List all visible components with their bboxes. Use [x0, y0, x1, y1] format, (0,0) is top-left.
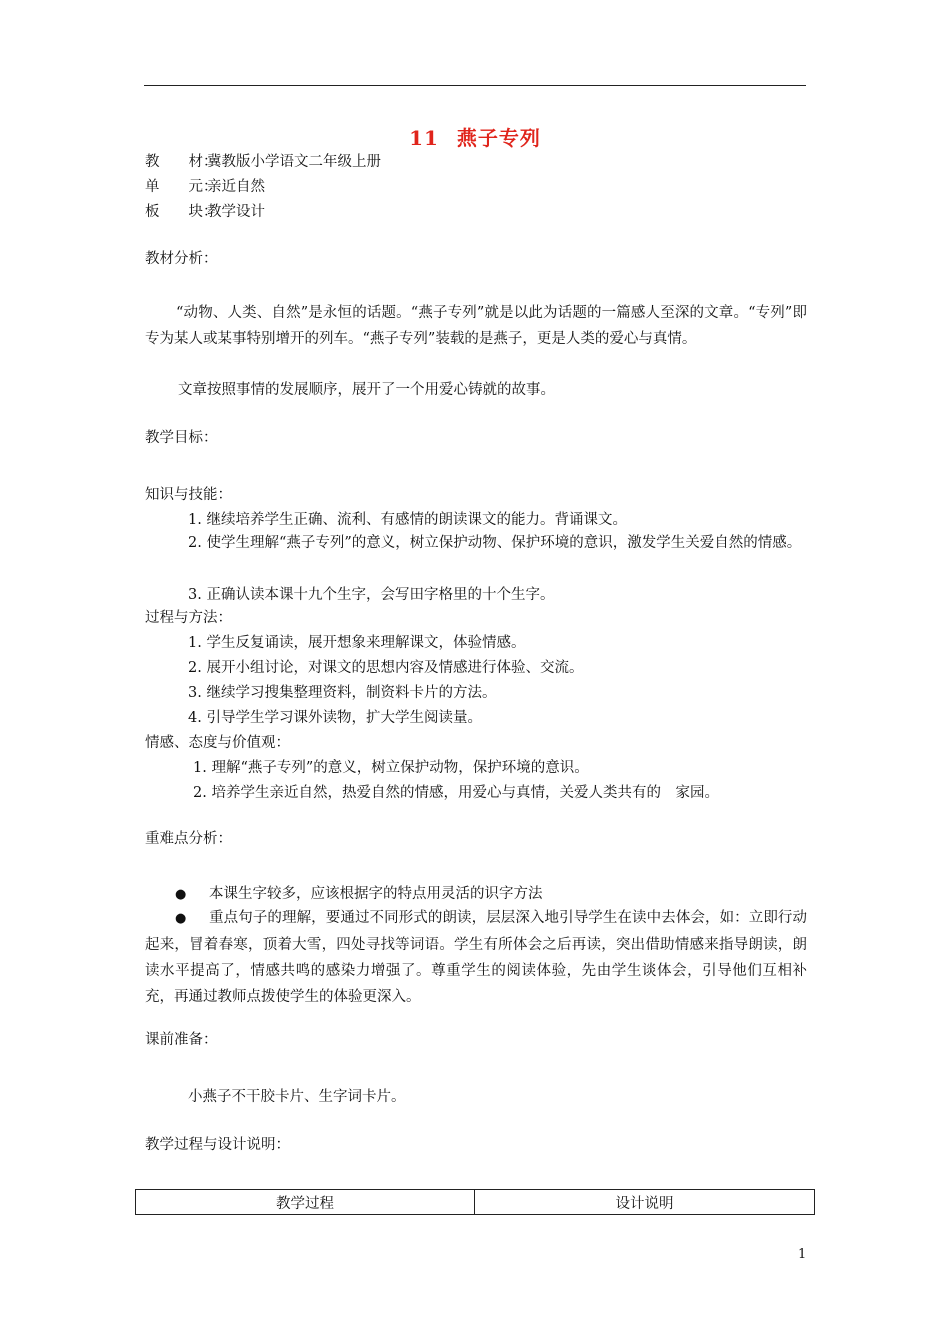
procedure-table: [135, 1189, 815, 1215]
process-item-1: 1. 学生反复诵读，展开想象来理解课文，体验情感。: [188, 635, 526, 651]
process-item-2: 2. 展开小组讨论，对课文的思想内容及情感进行体验、交流。: [188, 660, 584, 676]
values-item-1: 1. 理解“燕子专列”的意义，树立保护动物，保护环境的意识。: [193, 760, 589, 776]
procedure-heading: 教学过程与设计说明：: [145, 1137, 290, 1153]
table-header-notes: 设计说明: [475, 1190, 815, 1215]
bullet-icon: ●: [175, 911, 187, 926]
process-item-3: 3. 继续学习搜集整理资料，制资料卡片的方法。: [188, 685, 497, 701]
meta-label: 板 块：: [145, 204, 218, 220]
meta-textbook: [145, 153, 381, 171]
meta-unit: [145, 178, 265, 196]
table-header-process: 教学过程: [136, 1190, 475, 1215]
page-title: [0, 122, 950, 151]
analysis-heading: 教材分析：: [145, 251, 218, 267]
table-row: [136, 1190, 815, 1215]
header-rule: [144, 85, 806, 86]
values-heading: 情感、态度与价值观：: [145, 735, 290, 751]
meta-value: 教学设计: [207, 204, 265, 220]
knowledge-item-1: 1. 继续培养学生正确、流利、有感情的朗读课文的能力。背诵课文。: [188, 512, 627, 528]
page-number: 1: [798, 1247, 807, 1262]
bullet-text: 重点句子的理解，要通过不同形式的朗读，层层深入地引导学生在读中去体会，如：立即行动起来，冒着春寒，顶着大雪，四处寻找等词语。学生有所体会之后再读，突出借助情感来指导朗读，朗读水平提高了，情感共鸣的感染力增强了。尊重学生的阅读体验，先由学生谈体会，引导他们互相补充，再通过教师点拨使学生的体验更深入。: [145, 910, 807, 1005]
meta-label: 单 元：: [145, 179, 218, 195]
lesson-number: 11: [409, 126, 439, 150]
prep-text: 小燕子不干胶卡片、生字词卡片。: [188, 1089, 406, 1105]
knowledge-item-3: 3. 正确认读本课十九个生字，会写田字格里的十个生字。: [188, 587, 555, 603]
analysis-paragraph-2: 文章按照事情的发展顺序，展开了一个用爱心铸就的故事。: [178, 382, 555, 398]
process-heading: 过程与方法：: [145, 610, 232, 626]
bullet-text: 本课生字较多，应该根据字的特点用灵活的识字方法: [209, 886, 543, 902]
analysis-paragraph-1: “动物、人类、自然”是永恒的话题。“燕子专列”就是以此为话题的一篇感人至深的文章。“专列”即专为某人或某事特别增开的列车。“燕子专列”装载的是燕子，更是人类的爱心与真情。: [145, 305, 807, 347]
difficulty-bullet-2: [145, 905, 807, 1010]
meta-value: 冀教版小学语文二年级上册: [207, 154, 381, 170]
bullet-icon: ●: [175, 887, 187, 902]
meta-label: 教 材：: [145, 154, 218, 170]
knowledge-heading: 知识与技能：: [145, 487, 232, 503]
meta-section: [145, 203, 265, 221]
process-item-4: 4. 引导学生学习课外读物，扩大学生阅读量。: [188, 710, 482, 726]
goals-heading: 教学目标：: [145, 430, 218, 446]
lesson-title: 燕子专列: [456, 126, 541, 150]
difficulty-heading: 重难点分析：: [145, 831, 232, 847]
meta-value: 亲近自然: [207, 179, 265, 195]
values-item-2: 2. 培养学生亲近自然，热爱自然的情感，用爱心与真情，关爱人类共有的 家园。: [193, 785, 719, 801]
knowledge-item-2: 2. 使学生理解“燕子专列”的意义，树立保护动物、保护环境的意识，激发学生关爱自然的情感。: [188, 535, 802, 551]
prep-heading: 课前准备：: [145, 1032, 218, 1048]
difficulty-bullet-1: [175, 885, 543, 904]
